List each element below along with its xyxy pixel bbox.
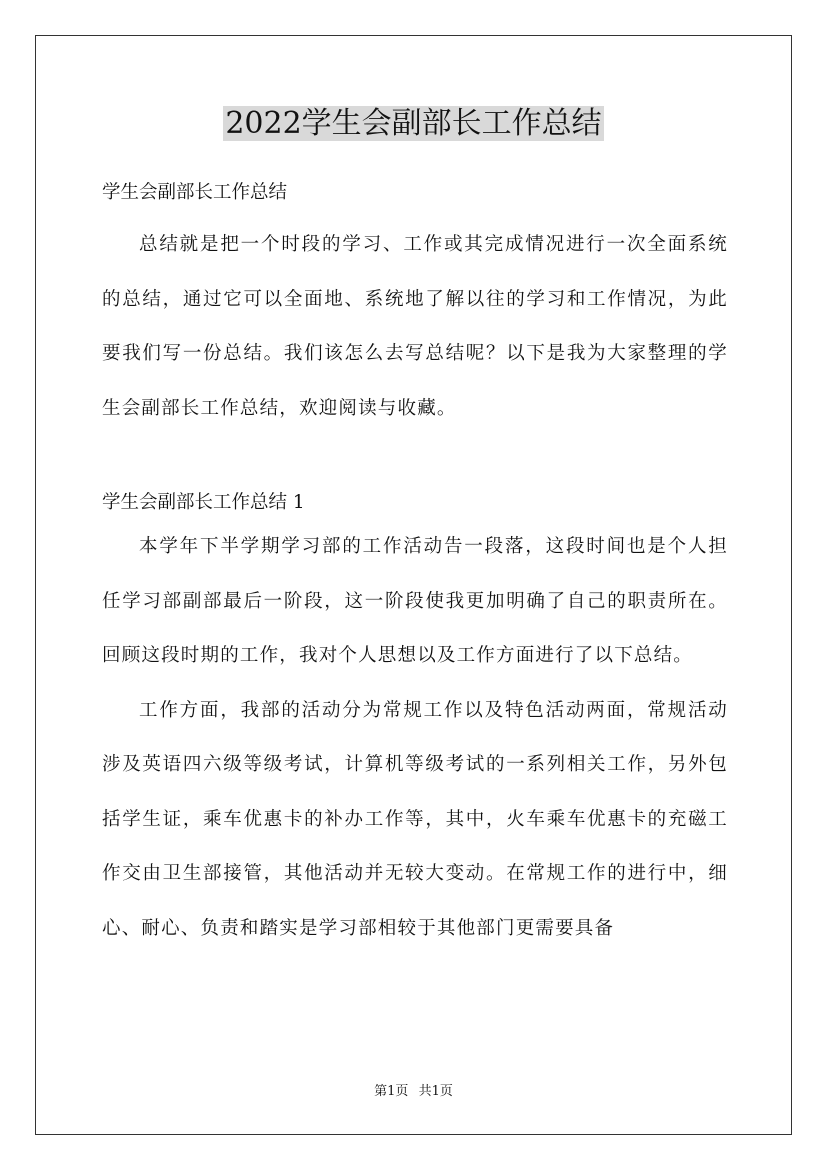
body-paragraph-1: 本学年下半学期学习部的工作活动告一段落，这段时间也是个人担任学习部副部最后一阶段，这一阶段使我更加明确了自己的职责所在。回顾这段时期的工作，我对个人思想以及工作方面进行了以下总结。 — [102, 536, 728, 666]
document-title — [0, 100, 827, 148]
section-heading-intro: 学生会副部长工作总结 — [102, 182, 288, 203]
page-total: 共1页 — [418, 1084, 453, 1099]
page-number: 第1页 — [374, 1084, 409, 1099]
page-footer — [0, 1082, 827, 1102]
section-heading-1: 学生会副部长工作总结 1 — [102, 492, 305, 513]
body-paragraph-2: 工作方面，我部的活动分为常规工作以及特色活动两面，常规活动涉及英语四六级等级考试，计算机等级考试的一系列相关工作，另外包括学生证，乘车优惠卡的补办工作等，其中，火车乘车优惠卡的充磁工作交由卫生部接管，其他活动并无较大变动。在常规工作的进行中，细心、耐心、负责和踏实是学习部相较于其他部门更需要具备 — [102, 699, 728, 939]
document-title-text: 2022学生会副部长工作总结 — [225, 106, 602, 141]
document-body — [102, 176, 728, 956]
intro-paragraph: 总结就是把一个时段的学习、工作或其完成情况进行一次全面系统的总结，通过它可以全面地、系统地了解以往的学习和工作情况，为此要我们写一份总结。我们该怎么去写总结呢？以下是我为大家整理的学生会副部长工作总结，欢迎阅读与收藏。 — [102, 234, 728, 419]
